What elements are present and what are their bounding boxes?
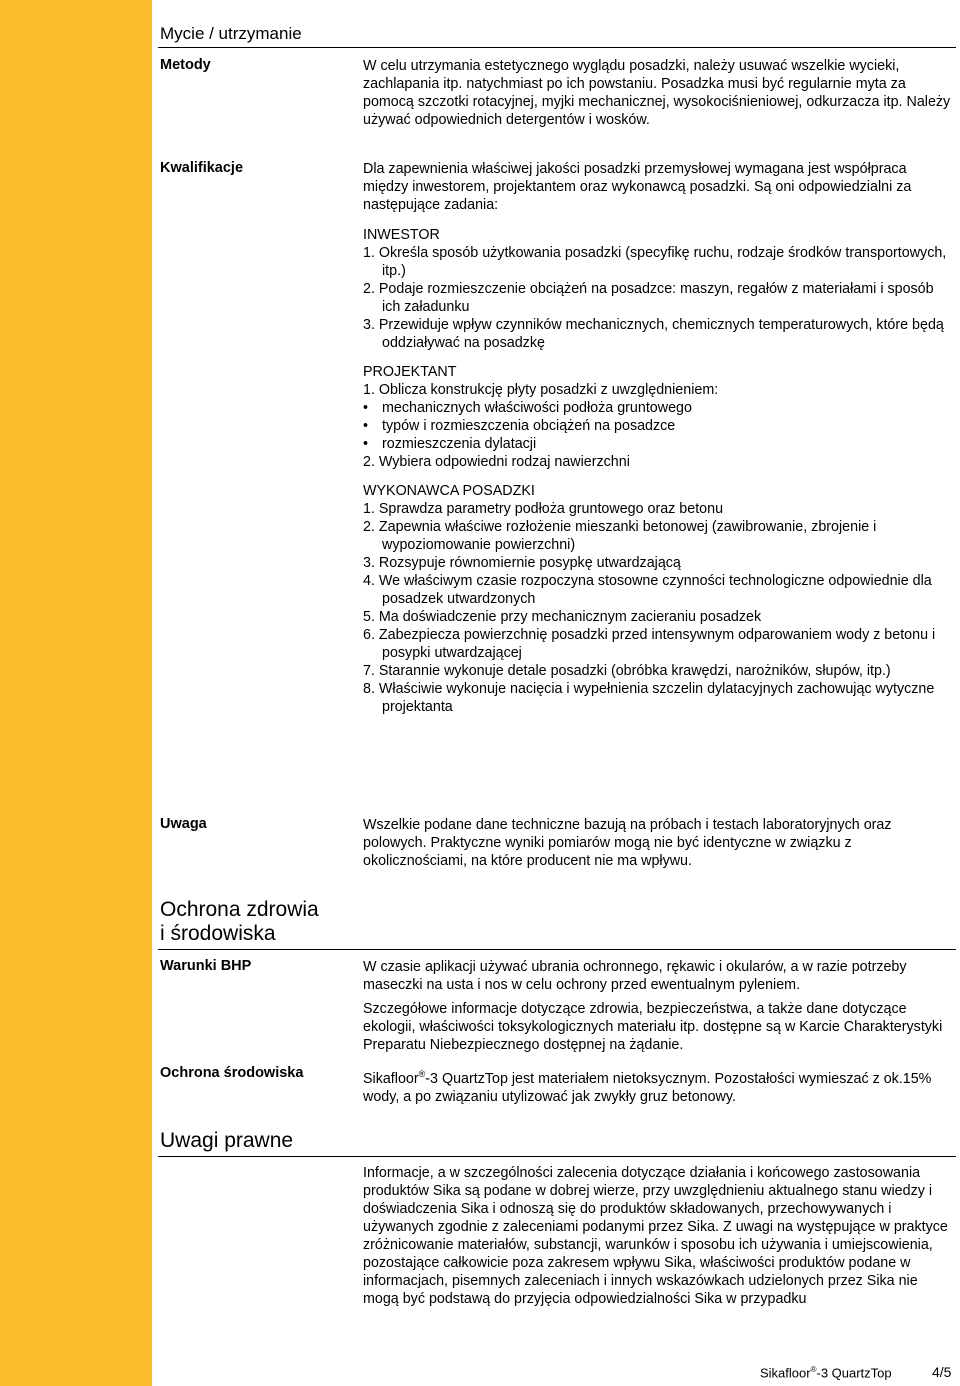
list-item: 5. Ma doświadczenie przy mechanicznym zacieraniu posadzek	[363, 609, 762, 625]
srodowisko-body: -3 QuartzTop jest materiałem nietoksycznym. Pozostałości wymieszać z ok.15% wody, a po związaniu utylizować jak zwykły gruz betonowy.	[363, 1070, 932, 1105]
bullet-icon: •	[363, 418, 369, 434]
bullet-icon: •	[363, 436, 369, 452]
list-item: 1. Sprawdza parametry podłoża gruntowego oraz betonu	[363, 501, 724, 517]
footer-brand: Sikafloor	[760, 1365, 811, 1381]
bullet-item	[363, 399, 953, 417]
bhp-text	[363, 958, 953, 1054]
left-accent-band	[0, 0, 152, 1386]
section-title-uwagi-prawne: Uwagi prawne	[160, 1129, 294, 1152]
uwaga-paragraph: Wszelkie podane dane techniczne bazują na próbach i testach laboratoryjnych oraz polowych. Praktyczne wyniki pomiarów mogą nie być identyczne w związku z okolicznościami, na które producent nie ma wpływu.	[363, 817, 892, 869]
list-item: 2. Podaje rozmieszczenie obciążeń na posadzce: maszyn, regałów z materiałami i sposób ich załadunku	[363, 281, 934, 315]
section-title-line: i środowiska	[160, 922, 276, 945]
metody-paragraph: W celu utrzymania estetycznego wyglądu posadzki, należy usuwać wszelkie wycieki, zachlapania itp. natychmiast po ich powstaniu. Posadzka musi być regularnie myta za pomocą szczotki rotacyjnej, myjki mechanicznej, wysokociśnieniowej, odkurzacza itp. Należy używać odpowiednich detergentów i wosków.	[363, 58, 951, 128]
wykonawca-heading: WYKONAWCA POSADZKI	[363, 483, 535, 499]
section-title-mycie: Mycie / utrzymanie	[160, 24, 302, 43]
section-title-ochrona	[160, 898, 319, 946]
list-item: 8. Właściwie wykonuje nacięcia i wypełnienia szczelin dylatacyjnych zachowując wytyczne projektanta	[363, 681, 935, 715]
registered-mark: ®	[418, 1069, 426, 1079]
list-item: 7. Starannie wykonuje detale posadzki (obróbka krawędzi, narożników, słupów, itp.)	[363, 663, 891, 679]
uwagi-prawne-paragraph: Informacje, a w szczególności zalecenia dotyczące działania i końcowego zastosowania produktów Sika są podane w dobrej wierze, przy uwzględnieniu aktualnego stanu wiedzy i doświadczenia Sika i odnoszą się do produktów składowanych, przechowywanych i używanych zgodnie z zaleceniami podanymi przez Sika. Z uwagi na występujące w praktyce zróżnicowanie materiałów, substancji, warunków i sposobu ich używania i umiejscowienia, pozostające całkowicie poza zakresem wpływu Sika, właściwości produktów podane w informacjach, pisemnych zaleceniach i innych wskazówkach udzielonych przez Sika nie mogą być podstawą do przyjęcia odpowiedzialności Sika w przypadku	[363, 1165, 948, 1307]
bullet-item	[363, 435, 953, 453]
page-number: 4/5	[932, 1364, 952, 1380]
section-divider	[158, 1156, 956, 1157]
list-item: 3. Przewiduje wpływ czynników mechanicznych, chemicznych temperaturowych, które będą oddziaływać na posadzkę	[363, 317, 944, 351]
list-item: 2. Wybiera odpowiedni rodzaj nawierzchni	[363, 454, 630, 470]
list-item: 1. Oblicza konstrukcję płyty posadzki z uwzględnieniem:	[363, 382, 719, 398]
bullet-icon: •	[363, 400, 369, 416]
srodowisko-text	[363, 1065, 953, 1106]
bullet-item	[363, 417, 953, 435]
list-item: 4. We właściwym czasie rozpoczyna stosowne czynności technologiczne odpowiednie dla posadzek utwardzonych	[363, 573, 932, 607]
label-kwalifikacje: Kwalifikacje	[160, 160, 244, 176]
bhp-paragraph: Szczegółowe informacje dotyczące zdrowia, bezpieczeństwa, a także dane dotyczące ekologii, właściwości toksykologicznych materiału itp. dostępne są w Karcie Charakterystyki Preparatu Niebezpiecznego dostępnej na żądanie.	[363, 1001, 943, 1053]
section-divider	[158, 949, 956, 950]
bullet-text: typów i rozmieszczenia obciążeń na posadzce	[382, 418, 676, 434]
label-warunki-bhp: Warunki BHP	[160, 958, 252, 974]
footer-product-name: -3 QuartzTop	[816, 1365, 892, 1381]
list-item: 2. Zapewnia właściwe rozłożenie mieszanki betonowej (zawibrowanie, zbrojenie i wypoziomowanie powierzchni)	[363, 519, 877, 553]
label-ochrona-srodowiska: Ochrona środowiska	[160, 1065, 304, 1081]
section-title-line: Ochrona zdrowia	[160, 898, 319, 921]
footer-product	[760, 1365, 892, 1380]
metody-text	[363, 57, 953, 129]
label-uwaga: Uwaga	[160, 816, 207, 832]
srodowisko-paragraph	[363, 1065, 953, 1106]
projektant-heading: PROJEKTANT	[363, 364, 457, 380]
inwestor-heading: INWESTOR	[363, 227, 440, 243]
bhp-paragraph: W czasie aplikacji używać ubrania ochronnego, rękawic i okularów, a w razie potrzeby maseczki na usta i nos w celu ochrony przed ewentualnym pyleniem.	[363, 959, 907, 993]
kwalifikacje-text	[363, 160, 953, 716]
list-item: 3. Rozsypuje równomiernie posypkę utwardzającą	[363, 555, 681, 571]
list-item: 6. Zabezpiecza powierzchnię posadzki przed intensywnym odparowaniem wody z betonu i posypki utwardzającej	[363, 627, 936, 661]
uwagi-prawne-text	[363, 1164, 953, 1308]
bullet-text: mechanicznych właściwości podłoża gruntowego	[382, 400, 692, 416]
product-name: Sikafloor	[363, 1070, 419, 1087]
uwaga-text	[363, 816, 953, 870]
bullet-text: rozmieszczenia dylatacji	[382, 436, 537, 452]
section-divider	[158, 47, 956, 48]
kwalifikacje-intro: Dla zapewnienia właściwej jakości posadzki przemysłowej wymagana jest współpraca między inwestorem, projektantem oraz wykonawcą posadzki. Są oni odpowiedzialni za następujące zadania:	[363, 161, 912, 213]
label-metody: Metody	[160, 57, 211, 73]
registered-mark: ®	[810, 1365, 817, 1374]
list-item: 1. Określa sposób użytkowania posadzki (specyfikę ruchu, rodzaje środków transportowych, itp.)	[363, 245, 947, 279]
